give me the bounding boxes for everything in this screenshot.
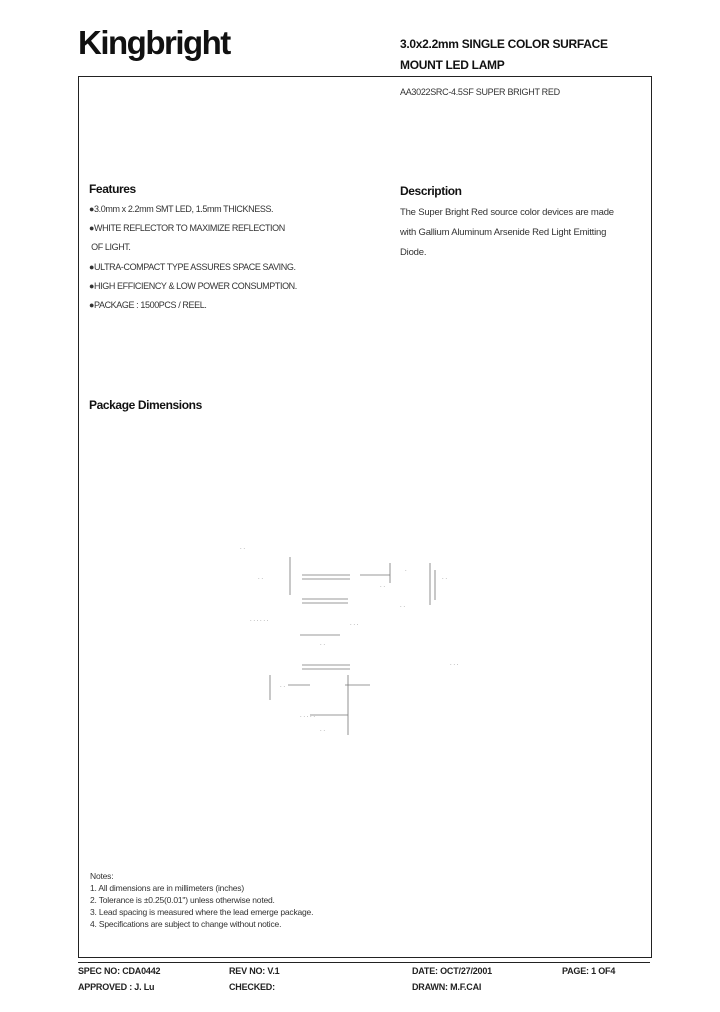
document-date: DATE: OCT/27/2001 — [412, 966, 492, 976]
svg-text:. .: . . — [320, 641, 326, 647]
part-number: AA3022SRC-4.5SF SUPER BRIGHT RED — [400, 87, 560, 97]
page-number: PAGE: 1 OF4 — [562, 966, 616, 976]
document-title-line1: 3.0x2.2mm SINGLE COLOR SURFACE — [400, 37, 608, 51]
note-item: 1. All dimensions are in millimeters (inches) — [90, 883, 244, 893]
svg-text:. .: . . — [400, 603, 406, 609]
features-heading: Features — [89, 182, 136, 196]
feature-item: ●HIGH EFFICIENCY & LOW POWER CONSUMPTION. — [89, 281, 297, 291]
svg-text:. .: . . — [240, 545, 246, 551]
note-item: 3. Lead spacing is measured where the lead emerge package. — [90, 907, 314, 917]
svg-text:. . . . . .: . . . . . . — [250, 617, 269, 623]
drawn-by: DRAWN: M.F.CAI — [412, 982, 482, 992]
revision-number: REV NO: V.1 — [229, 966, 280, 976]
svg-text:. .: . . — [280, 683, 286, 689]
checked-by: CHECKED: — [229, 982, 275, 992]
description-line: The Super Bright Red source color devices are made — [400, 207, 614, 218]
note-item: 2. Tolerance is ±0.25(0.01") unless otherwise noted. — [90, 895, 275, 905]
package-dimensions-drawing — [230, 535, 470, 745]
document-title-line2: MOUNT LED LAMP — [400, 58, 505, 72]
notes-heading: Notes: — [90, 871, 114, 881]
feature-item: ●WHITE REFLECTOR TO MAXIMIZE REFLECTION — [89, 223, 285, 233]
svg-text:. . .: . . . — [350, 621, 359, 627]
footer-divider — [78, 962, 650, 963]
feature-item: ●3.0mm x 2.2mm SMT LED, 1.5mm THICKNESS. — [89, 204, 274, 214]
svg-text:. . .: . . . — [450, 661, 459, 667]
description-heading: Description — [400, 184, 462, 198]
feature-item: ●ULTRA-COMPACT TYPE ASSURES SPACE SAVING. — [89, 262, 296, 272]
svg-text:.: . — [405, 567, 407, 573]
svg-text:. .: . . — [380, 583, 386, 589]
spec-number: SPEC NO: CDA0442 — [78, 966, 161, 976]
feature-item: OF LIGHT. — [89, 242, 131, 252]
description-line: with Gallium Aluminum Arsenide Red Light Emitting — [400, 227, 607, 238]
feature-item: ●PACKAGE : 1500PCS / REEL. — [89, 300, 207, 310]
package-dimensions-heading: Package Dimensions — [89, 398, 202, 412]
svg-text:. .: . . — [258, 575, 264, 581]
approved-by: APPROVED : J. Lu — [78, 982, 155, 992]
company-logo: Kingbright — [78, 24, 230, 61]
svg-text:. . . . .: . . . . . — [300, 713, 316, 719]
svg-text:. .: . . — [320, 727, 326, 733]
note-item: 4. Specifications are subject to change without notice. — [90, 919, 282, 929]
svg-text:. .: . . — [442, 575, 448, 581]
description-line: Diode. — [400, 247, 427, 258]
